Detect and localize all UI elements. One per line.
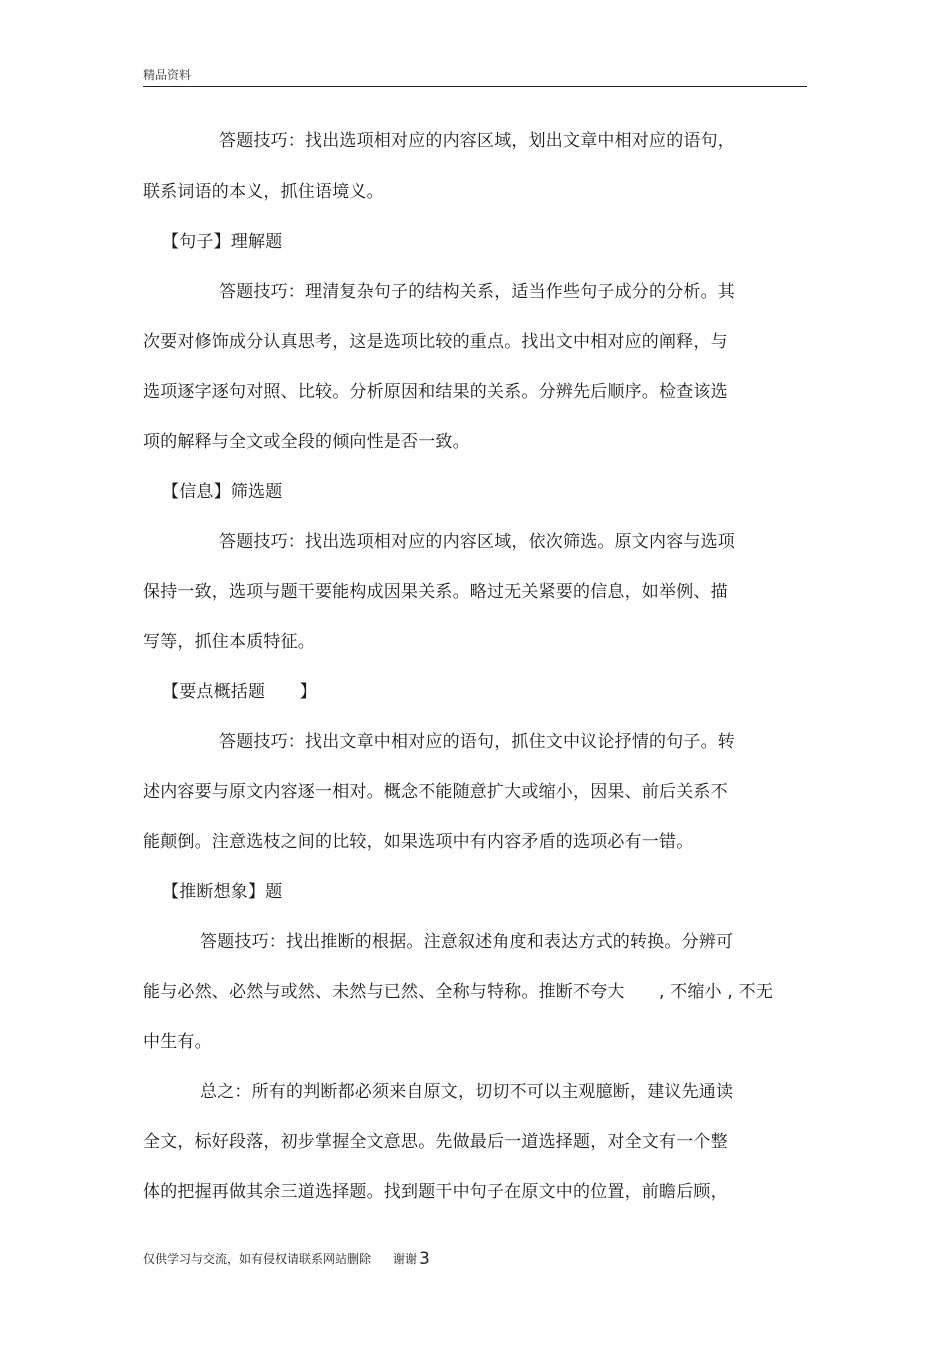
header-label: 精品资料: [143, 68, 192, 82]
footer: [143, 1249, 430, 1269]
body-line-11: 写等，抓住本质特征。: [143, 632, 315, 652]
body-line-5: 次要对修饰成分认真思考，这是选项比较的重点。找出文中相对应的阐释，与: [143, 332, 728, 352]
body-line-1: 答题技巧：找出选项相对应的内容区域，划出文章中相对应的语句，: [219, 131, 735, 151]
section-heading-summary: 【要点概括题 】: [162, 682, 317, 702]
body-line-19: 中生有。: [143, 1032, 212, 1052]
section-heading-info: 【信息】筛选题: [162, 482, 283, 502]
body-line-13: 答题技巧：找出文章中相对应的语句，抓住文中议论抒情的句子。转: [219, 732, 735, 752]
body-line-21: 全文，标好段落，初步掌握全文意思。先做最后一道选择题，对全文有一个整: [143, 1132, 728, 1152]
footer-thanks: 谢谢: [393, 1252, 418, 1266]
body-line-14: 述内容要与原文内容逐一相对。概念不能随意扩大或缩小，因果、前后关系不: [143, 782, 728, 802]
header-rule: [143, 86, 807, 87]
section-heading-inference: 【推断想象】题: [162, 882, 283, 902]
page-number: 3: [419, 1249, 430, 1269]
body-line-6: 选项逐字逐句对照、比较。分析原因和结果的关系。分辨先后顺序。检查该选: [143, 382, 728, 402]
body-line-7: 项的解释与全文或全段的倾向性是否一致。: [143, 432, 470, 452]
footer-note: 仅供学习与交流，如有侵权请联系网站删除: [143, 1252, 372, 1266]
body-line-15: 能颠倒。注意选枝之间的比较，如果选项中有内容矛盾的选项必有一错。: [143, 832, 694, 852]
body-line-9: 答题技巧：找出选项相对应的内容区域，依次筛选。原文内容与选项: [219, 532, 735, 552]
body-line-22: 体的把握再做其余三道选择题。找到题干中句子在原文中的位置，前瞻后顾，: [143, 1182, 728, 1202]
body-line-20: 总之：所有的判断都必须来自原文，切切不可以主观臆断，建议先通读: [200, 1082, 734, 1102]
body-line-17: 答题技巧：找出推断的根据。注意叙述角度和表达方式的转换。分辨可: [200, 932, 734, 952]
body-line-2: 联系词语的本义，抓住语境义。: [143, 182, 384, 202]
section-heading-sentence: 【句子】理解题: [162, 232, 283, 252]
body-line-10: 保持一致，选项与题干要能构成因果关系。略过无关紧要的信息，如举例、描: [143, 582, 728, 602]
body-line-18: 能与必然、必然与或然、未然与已然、全称与特称。推断不夸大 , 不缩小 , 不无: [143, 982, 774, 1002]
body-line-4: 答题技巧：理清复杂句子的结构关系，适当作些句子成分的分析。其: [219, 282, 735, 302]
